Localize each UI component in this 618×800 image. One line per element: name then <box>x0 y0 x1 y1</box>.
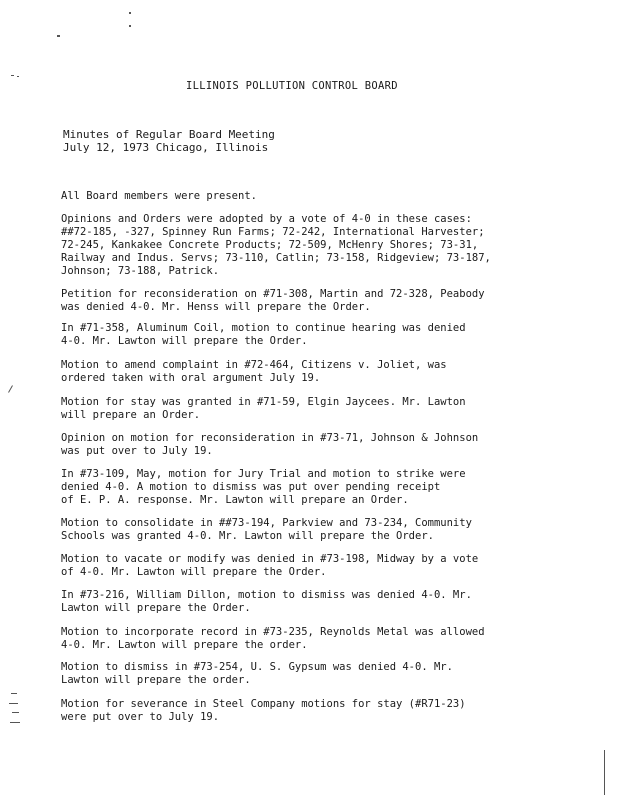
meeting-title: Minutes of Regular Board Meeting <box>63 128 275 141</box>
scan-speck <box>129 25 131 27</box>
paragraph-william-dillon: In #73-216, William Dillon, motion to dismiss was denied 4-0. Mr. Lawton will prepare the Order. <box>61 589 472 614</box>
paragraph-may: In #73-109, May, motion for Jury Trial and motion to strike were denied 4-0. A motion to dismiss was put over pending receipt of E. P. A. response. Mr. Lawton will prepare an Order. <box>61 468 466 506</box>
paragraph-steel-company: Motion for severance in Steel Company motions for stay (#R71-23) were put over to July 19. <box>61 698 466 723</box>
scan-speck <box>11 75 14 76</box>
scan-edge-line <box>604 750 605 795</box>
meeting-info <box>63 128 275 154</box>
scan-speck <box>8 385 13 392</box>
paragraph-midway: Motion to vacate or modify was denied in #73-198, Midway by a vote of 4-0. Mr. Lawton will prepare the Order. <box>61 553 479 578</box>
paragraph-attendance: All Board members were present. <box>61 190 257 202</box>
paragraph-reynolds-metal: Motion to incorporate record in #73-235, Reynolds Metal was allowed 4-0. Mr. Lawton will prepare the order. <box>61 626 485 651</box>
scan-speck <box>129 12 131 14</box>
meeting-date-location: July 12, 1973 Chicago, Illinois <box>63 141 269 154</box>
board-title: ILLINOIS POLLUTION CONTROL BOARD <box>186 80 398 92</box>
paragraph-elgin-jaycees: Motion for stay was granted in #71-59, Elgin Jaycees. Mr. Lawton will prepare an Order. <box>61 396 466 421</box>
scan-speck <box>12 712 19 713</box>
paragraph-opinions-adopted: Opinions and Orders were adopted by a vote of 4-0 in these cases: ##72-185, -327, Spinney Run Farms; 72-242, International Harvester; 72-245, Kankakee Concrete Products; 72-509, McHenry Shores; 73-31, Railway and Indus. Servs; 73-110, Catlin; 73-158, Ridgeview; 73-187, Johnson; 73-188, Patrick. <box>61 213 491 277</box>
paragraph-reconsideration-martin: Petition for reconsideration on #71-308, Martin and 72-328, Peabody was denied 4-0. Mr. Henss will prepare the Order. <box>61 288 485 313</box>
scan-speck <box>9 703 18 704</box>
scan-speck <box>17 76 19 77</box>
paragraph-citizens-joliet: Motion to amend complaint in #72-464, Citizens v. Joliet, was ordered taken with oral argument July 19. <box>61 359 447 384</box>
paragraph-parkview: Motion to consolidate in ##73-194, Parkview and 73-234, Community Schools was granted 4-0. Mr. Lawton will prepare the Order. <box>61 517 472 542</box>
scan-speck <box>11 693 17 694</box>
scan-speck <box>10 722 20 723</box>
paragraph-johnson-and-johnson: Opinion on motion for reconsideration in #73-71, Johnson & Johnson was put over to July 19. <box>61 432 479 457</box>
paragraph-aluminum-coil: In #71-358, Aluminum Coil, motion to continue hearing was denied 4-0. Mr. Lawton will prepare the Order. <box>61 322 466 347</box>
paragraph-us-gypsum: Motion to dismiss in #73-254, U. S. Gypsum was denied 4-0. Mr. Lawton will prepare the order. <box>61 661 453 686</box>
scan-speck <box>57 35 60 37</box>
